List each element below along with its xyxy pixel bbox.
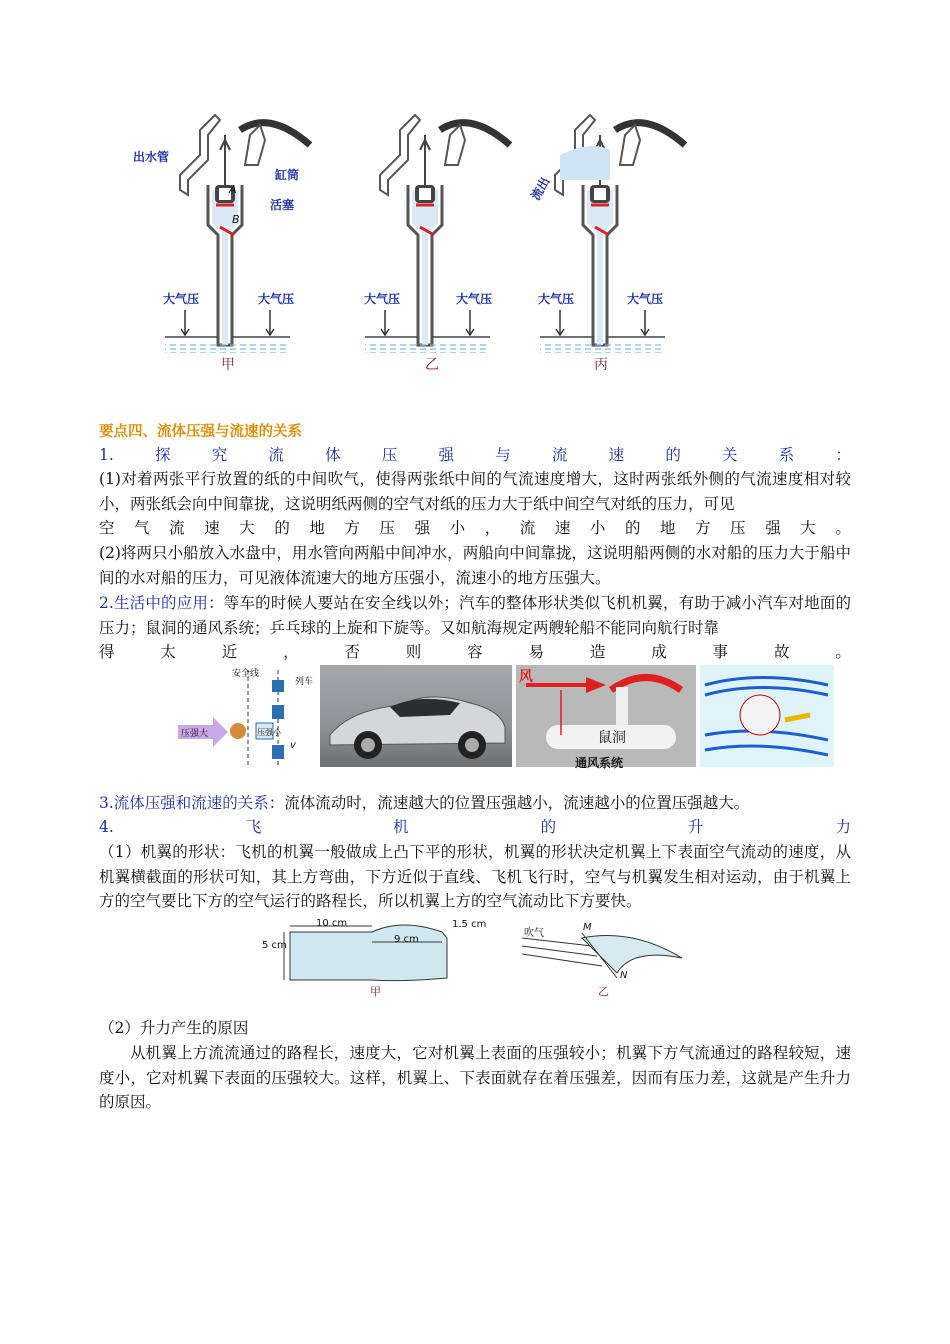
item4-row-char: 的 — [540, 818, 557, 836]
item4-row-char: 力 — [835, 818, 851, 836]
wing-blow: 吹气 — [524, 928, 544, 939]
item2-tail-char: 否 — [344, 643, 360, 661]
item1-row-char: 的 — [665, 446, 681, 464]
pump-figure — [120, 95, 700, 380]
item1-row-char: 速 — [608, 446, 625, 464]
item4-row-char: 飞 — [245, 818, 262, 836]
item2-tail-char: 故 — [773, 643, 790, 661]
item1-tail-char: 的 — [274, 519, 290, 537]
item1-paragraph-1: (1)对着两张平行放置的纸的中间吹气，使得两张纸中间的气流速度增大，这时两张纸外侧的气流速度相对较小，两张纸会向中间靠拢，这说明纸两侧的空气对纸的压力大于纸中间空气对纸的压力，可见 — [99, 470, 851, 513]
station-safety-line: 安全线 — [232, 669, 260, 679]
item1-tail-char: 强 — [765, 519, 781, 537]
item1-tail-char: 强 — [414, 519, 431, 537]
item1-row-char: 体 — [325, 446, 341, 464]
item1-tail-char: 的 — [624, 519, 641, 537]
item1-tail-char: 。 — [835, 519, 851, 537]
item4-row-char: 4. — [99, 818, 114, 836]
item2-text: ：等车的时候人要站在安全线以外；汽车的整体形状类似飞机机翼，有助于减小汽车对地面的压力；鼠洞的通风系统；乒乓球的上旋和下旋等。又如航海规定两艘轮船不能同向航行时靠 — [99, 594, 851, 637]
item2-tail-char: 。 — [835, 643, 851, 661]
item2-tail-char: 太 — [160, 643, 176, 661]
item1-row-char: 系 — [778, 446, 795, 464]
item1-row-char: 与 — [495, 446, 511, 464]
item2-tail-char: 则 — [405, 643, 422, 661]
item1-row-char: 探 — [154, 446, 171, 464]
label-atm-6: 大气压 — [627, 292, 664, 306]
station-train: 列车 — [295, 677, 314, 687]
wing-figure-jia — [262, 918, 512, 998]
pump-diagrams — [120, 95, 700, 380]
item1-tail-char: 小 — [449, 519, 466, 537]
item3-text: ：流体流动时，流速越大的位置压强越小，流速越小的位置压强越大。 — [268, 794, 750, 812]
item2-tail-char: 易 — [528, 643, 545, 661]
station-svg — [178, 665, 313, 767]
item2-tail-char: 成 — [651, 643, 667, 661]
item4-row-char: 机 — [393, 818, 409, 836]
label-cylinder: 缸筒 — [275, 168, 300, 182]
item1-row-char: 流 — [268, 446, 284, 464]
item1-tail-char: 方 — [695, 519, 711, 537]
caption-yi: 乙 — [425, 357, 439, 373]
item4-paragraph-2: 从机翼上方流流通过的路程长，速度大，它对机翼上表面的压强较小；机翼下方气流通过的路程较短，速度小，它对机翼下表面的压强较大。这样，机翼上、下表面就存在着压强差，因而有压力差，这就是产生升力的原因。 — [99, 1044, 851, 1111]
label-valve-b-1: B — [232, 213, 240, 226]
item4-paragraph-1: （1）机翼的形状：飞机的机翼一般做成上凸下平的形状，机翼的形状决定机翼上下表面空气流动的速度，从机翼横截面的形状可知，其上方弯曲，下方近似于直线、飞机飞行时，空气与机翼发生相对运动，由于机翼上方的空气要比下方的空气运行的路程长，所以机翼上方的空气流动比下方要快。 — [99, 843, 851, 910]
item1-row-char: 1. — [99, 446, 114, 464]
item3-paragraph — [99, 791, 749, 816]
wing-m: M — [583, 922, 592, 933]
wing-dim-right: 1.5 cm — [452, 919, 487, 930]
item1-tail-char: 压 — [730, 519, 746, 537]
item1-tail-char: 速 — [554, 519, 571, 537]
item2-tail — [99, 640, 851, 665]
item2-paragraph — [99, 591, 851, 640]
wing-caption-yi: 乙 — [598, 985, 609, 998]
car-image — [320, 665, 512, 767]
label-atm-5: 大气压 — [538, 292, 575, 306]
label-outflow: 流出 — [528, 174, 553, 203]
wing-dim-top: 10 cm — [316, 918, 348, 929]
label-atm-4: 大气压 — [456, 292, 493, 306]
item4-row-char: 升 — [688, 818, 704, 836]
wing-n: N — [620, 970, 628, 981]
pump-b — [365, 115, 510, 353]
item2-tail-char: 容 — [467, 643, 483, 661]
item2-tail-char: ， — [283, 643, 299, 661]
wing-dim-mid: 9 cm — [394, 934, 419, 945]
item1-tail-char: 速 — [204, 519, 220, 537]
item2-tail-char: 得 — [99, 643, 115, 661]
item4-p2-title: （2）升力产生的原因 — [99, 1019, 249, 1037]
item1-tail-char: 地 — [660, 519, 676, 537]
item1-tail-char: 气 — [134, 519, 150, 537]
item1-tail-char: 压 — [379, 519, 396, 537]
item1-row-char: 究 — [211, 446, 228, 464]
label-atm-1: 大气压 — [163, 292, 200, 306]
item1-title — [99, 443, 851, 468]
item1-tail-char: ， — [484, 519, 501, 537]
tunnel-svg — [516, 665, 696, 767]
item1-tail-char: 小 — [589, 519, 606, 537]
item4-title — [99, 815, 851, 840]
item2-tail-char: 事 — [712, 643, 729, 661]
label-piston: 活塞 — [270, 198, 295, 212]
caption-bing: 丙 — [594, 357, 608, 373]
item1-tail-char: 流 — [519, 519, 536, 537]
item1-paragraph-2: (2)将两只小船放入水盘中，用水管向两船中间冲水，两船向中间靠拢，这说明船两侧的水对船的压力大于船中间的水对船的压力，可见液体流速大的地方压强小，流速小的地方压强大。 — [99, 544, 851, 587]
car-svg — [320, 665, 512, 767]
item1-row-char: 压 — [381, 446, 398, 464]
tunnel-image — [516, 665, 696, 767]
item1-row-char: 流 — [551, 446, 568, 464]
item1-tail-char: 大 — [800, 519, 816, 537]
item1-tail-char: 大 — [239, 519, 255, 537]
baseball-svg — [700, 665, 834, 767]
station-low: 压强小 — [257, 728, 281, 737]
tunnel-hole: 鼠洞 — [598, 730, 626, 746]
item1-row-char: ： — [835, 446, 851, 464]
station-v: v — [290, 740, 296, 751]
item1-conclusion — [99, 516, 851, 541]
item1-row-char: 关 — [722, 446, 738, 464]
item1-tail-char: 方 — [344, 519, 360, 537]
baseball-image — [700, 665, 834, 767]
station-high: 压强大 — [181, 729, 209, 739]
item3-label: 3.流体压强和流速的关系 — [99, 794, 269, 812]
wing-caption-jia: 甲 — [370, 985, 381, 998]
section-heading: 要点四、流体压强与流速的关系 — [99, 424, 302, 440]
item2-label: 2.生活中的应用 — [99, 594, 209, 612]
item1-tail-char: 流 — [169, 519, 185, 537]
caption-jia: 甲 — [221, 357, 235, 373]
wing-dim-left: 5 cm — [262, 940, 287, 951]
label-atm-3: 大气压 — [364, 292, 401, 306]
item1-tail-char: 地 — [309, 519, 325, 537]
tunnel-caption: 通风系统 — [575, 756, 624, 770]
label-outlet-pipe: 出水管 — [133, 150, 170, 164]
wing-jia-svg — [262, 918, 512, 998]
pump-a — [165, 115, 310, 353]
item2-tail-char: 造 — [589, 643, 606, 661]
label-valve-a-1: A — [229, 183, 237, 196]
label-atm-2: 大气压 — [258, 292, 295, 306]
pump-c — [540, 115, 685, 353]
station-image — [178, 665, 313, 767]
item1-tail-char: 空 — [99, 519, 115, 537]
item2-tail-char: 近 — [221, 643, 238, 661]
item1-row-char: 强 — [438, 446, 455, 464]
tunnel-wind: 风 — [519, 669, 533, 685]
